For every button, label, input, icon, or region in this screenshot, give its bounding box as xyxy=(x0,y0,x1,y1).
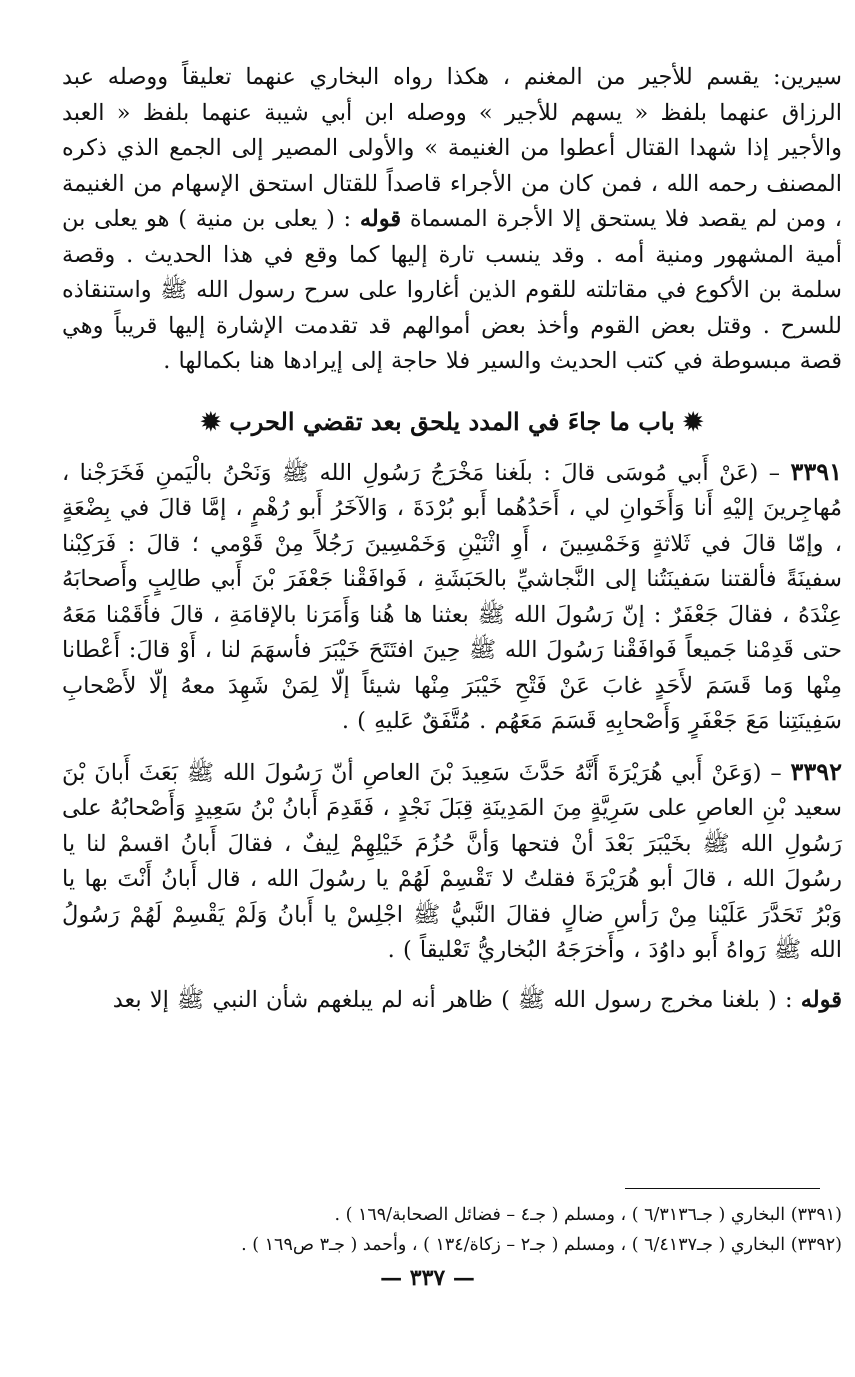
hadith-text: – (عَنْ أَبي مُوسَى قالَ : بلَغنا مَخْرَجُ رَسُولِ الله ﷺ وَنَحْنُ بالْيَمنِ فَخَرَجْنا ، مُهاجِرينَ إليْهِ أَنا وَأَخَوانِ لي ، أَحَدُهُما أَبو بُرْدَةَ ، وَالآخَرُ أَبو رُهْمٍ ، إمَّا قالَ في بِضْعَةٍ ، وإمّا قالَ في ثَلاثةٍ وَخَمْسِينَ ، أَوِ اثْنَيْنِ وَخَمْسِينَ رَجُلاً مِنْ قَوْمي ؛ قالَ : فَرَكِبْنا سفينَةً فألقتنا سَفينَتُنا إلى النَّجاشيِّ بالحَبَشَةِ ، فَوافَقْنا جَعْفَرَ بْنَ أَبي طالِبٍ وأَصحابَهُ عِنْدَهُ ، فقالَ جَعْفَرٌ : إنّ رَسُولَ الله ﷺ بعثنا ها هُنا وَأَمَرَنا بالإقامَةِ ، قالَ فأَقَمْنا مَعَهُ حتى قَدِمْنا جَميعاً فَوافَقْنا رَسُولَ الله ﷺ حِينَ افتَتَحَ خَيْبَرَ فأسهَمَ لنا ، أَوْ قالَ: أَعْطانا مِنْها وَما قَسَمَ لأَحَدٍ غابَ عَنْ فَتْحِ خَيْبَرَ مِنْها شيئاً إلّا لِمَنْ شَهِدَ معهُ إلّا لأَصْحابِ سَفِينَتِنا مَعَ جَعْفَرٍ وَأَصْحابِهِ قَسَمَ مَعَهُم . مُتَّفَقٌ عَليهِ ) . xyxy=(62,459,842,734)
hadith-number: ٣٣٩٢ xyxy=(790,756,843,786)
page-body xyxy=(62,60,842,1018)
hadith-3391 xyxy=(62,454,842,740)
footnote-3392: (٣٣٩٢) البخاري ( جـ٦/٤١٣٧ ) ، ومسلم ( جـ٢ – زكاة/١٣٤ ) ، وأحمد ( جـ٣ ص١٦٩ ) . xyxy=(241,1235,842,1255)
hadith-number: ٣٣٩١ xyxy=(790,456,843,486)
page-number: — ٣٣٧ — xyxy=(380,1265,475,1291)
commentary-text: : ( بلغنا مخرج رسول الله ﷺ ) ظاهر أنه لم يبلغهم شأن النبي ﷺ إلا بعد xyxy=(112,986,793,1013)
commentary-paragraph xyxy=(62,983,842,1019)
star-ornament-icon: ✹ xyxy=(683,406,704,436)
footnote-divider xyxy=(625,1188,820,1189)
hadith-3392 xyxy=(62,754,842,969)
chapter-heading xyxy=(62,402,842,442)
hadith-text: – (وَعَنْ أَبي هُرَيْرَةَ أَنَّهُ حَدَّثَ سَعِيدَ بْنَ العاصِ أنّ رَسُولَ الله ﷺ بَعَثَ أَبانَ بْنَ سعيد بْنِ العاصِ على سَرِيَّةٍ مِنَ المَدِينَةِ قِبَلَ نَجْدٍ ، فَقَدِمَ أَبانُ بْنُ سَعِيدٍ وَأَصْحابُهُ على رَسُولِ الله ﷺ بخَيْبَرَ بَعْدَ أنْ فتحها وَأنَّ حُزُمَ خَيْلِهِمْ لِيفٌ ، فقالَ أَبانُ اقسمْ لنا يا رسُولَ الله ، قالَ أبو هُرَيْرَةَ فقلتُ لا تَقْسِمْ لَهُمْ يا رسُولَ الله ، قال أَبانُ أَنْتَ بها يا وَبْرُ تَحَدَّرَ عَلَيْنا مِنْ رَأسِ ضالٍ فقالَ النَّبيُّ ﷺ اجْلِسْ يا أَبانُ وَلَمْ يَقْسِمْ لَهُمْ رَسُولُ الله ﷺ رَواهُ أَبو داوُدَ ، وأَخرَجَهُ البُخاريُّ تَعْليقاً ) . xyxy=(62,759,842,963)
footnote-3391: (٣٣٩١) البخاري ( جـ٦/٣١٣٦ ) ، ومسلم ( جـ٤ – فضائل الصحابة/١٦٩ ) . xyxy=(334,1205,842,1225)
footnotes xyxy=(62,1200,842,1260)
qawluh-label: قوله xyxy=(359,206,402,232)
chapter-heading-text: باب ما جاءَ في المدد يلحق بعد تقضي الحرب xyxy=(229,406,675,436)
qawluh-label: قوله xyxy=(800,986,842,1013)
intro-text: سيرين: يقسم للأجير من المغنم ، هكذا رواه البخاري عنهما تعليقاً ووصله عبد الرزاق عنهما بلفظ « يسهم للأجير » ووصله ابن أبي شيبة عنهما بلفظ « العبد والأجير إذا شهدا القتال أعطوا من الغنيمة » والأولى المصير إلى الجمع الذي ذكره المصنف رحمه الله ، فمن كان من الأجراء قاصداً للقتال استحق الإسهام من الغنيمة ، ومن لم يقصد فلا يستحق إلا الأجرة المسماة xyxy=(62,64,843,232)
intro-paragraph xyxy=(62,60,842,380)
star-ornament-icon: ✹ xyxy=(200,406,221,436)
intro-continuation: : ( يعلى بن منية ) هو يعلى بن أمية المشهور ومنية أمه . وقد ينسب تارة إليها كما وقع في هذا الحديث . وقصة سلمة بن الأكوع في مقاتلته للقوم الذين أغاروا على سرح رسول الله ﷺ واستنقاذه للسرح . وقتل بعض القوم وأخذ بعض أموالهم قد تقدمت الإشارة إليها قريباً وهي قصة مبسوطة في كتب الحديث والسير فلا حاجة إلى إيرادها هنا بكمالها . xyxy=(62,206,842,374)
